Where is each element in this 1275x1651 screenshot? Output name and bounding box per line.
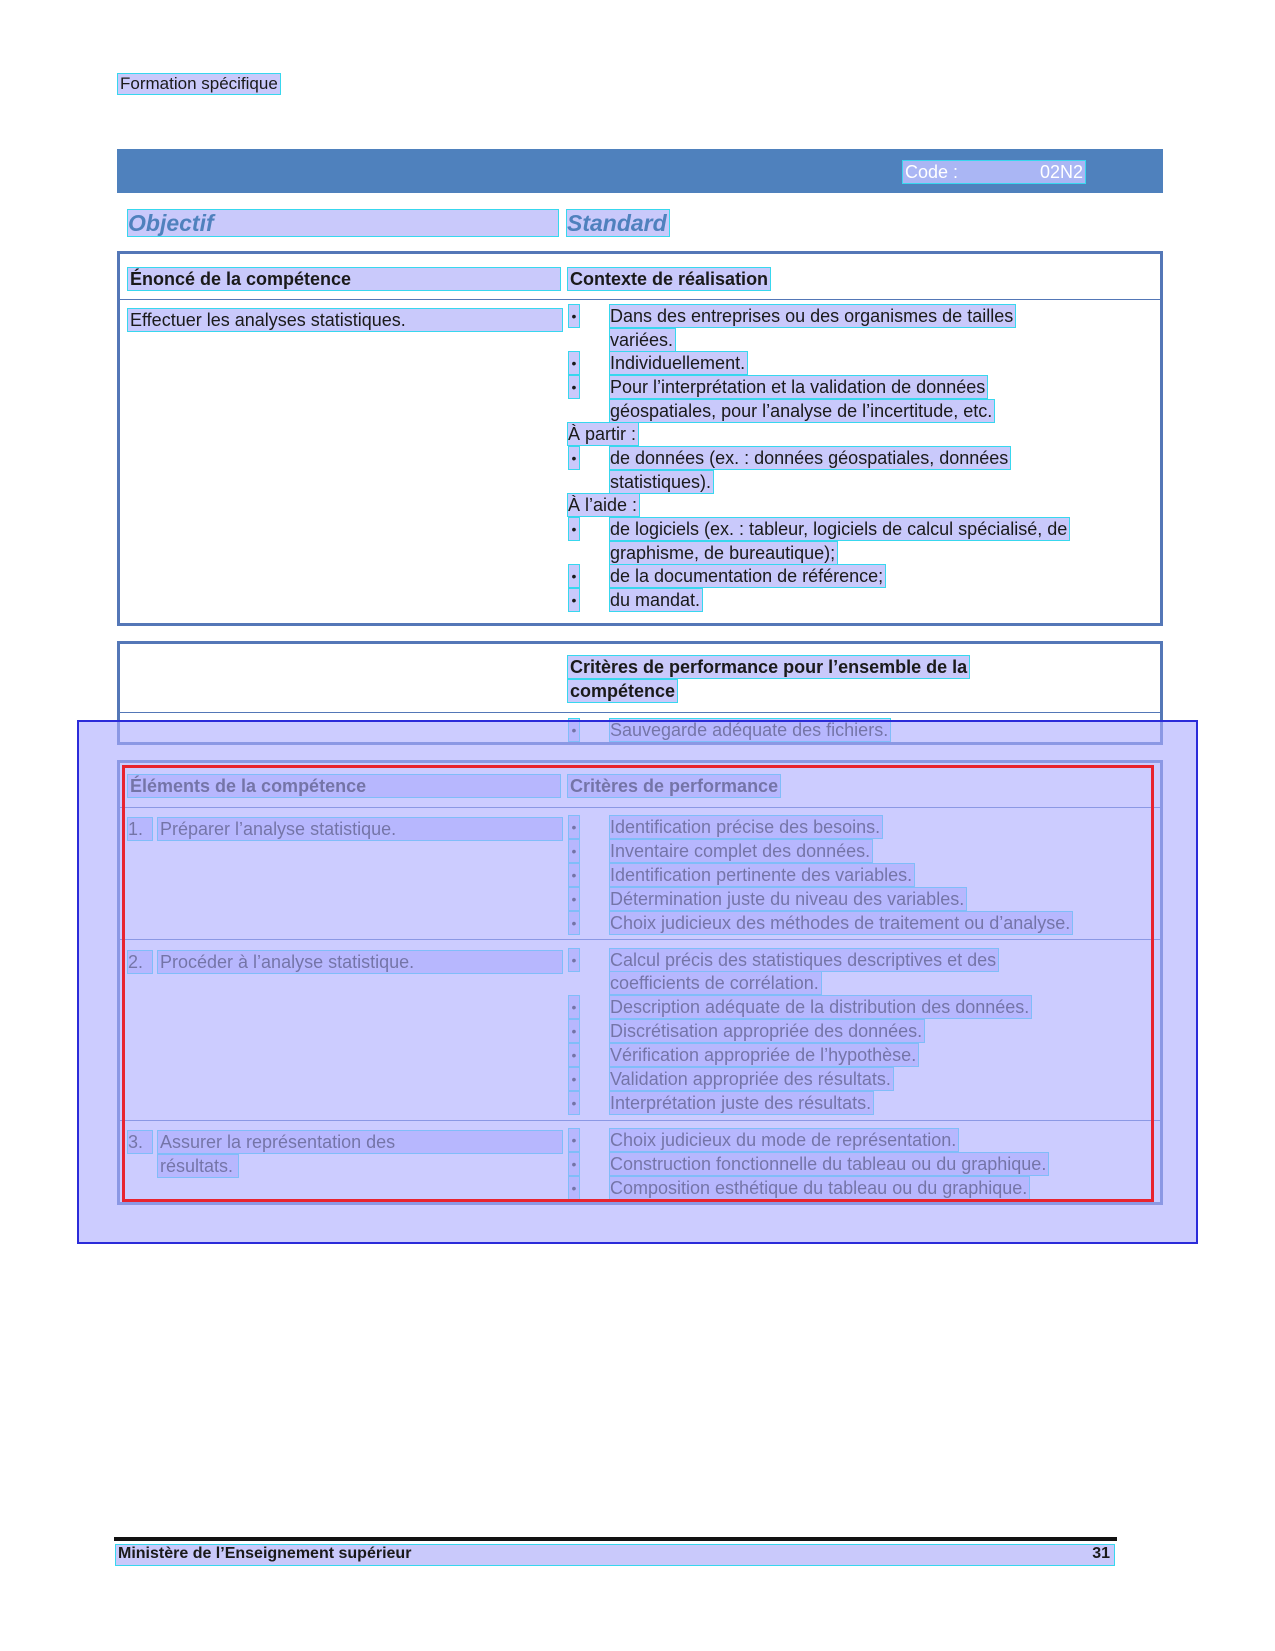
bullet-icon: • (569, 447, 579, 469)
context-item: variées. (610, 330, 674, 350)
page-number: 31 (1092, 1545, 1110, 1562)
context-item: du mandat. (610, 590, 701, 610)
context-item: graphisme, de bureautique); (610, 543, 836, 563)
context-item: Pour l’interprétation et la validation de données (610, 377, 986, 397)
standard-title: Standard (567, 210, 667, 236)
bullet-icon: • (569, 518, 579, 540)
competence-statement: Effectuer les analyses statistiques. (128, 309, 562, 331)
selection-frame (122, 765, 1154, 1202)
context-heading: Contexte de réalisation (570, 269, 769, 289)
overall-criteria-heading-line2: compétence (570, 681, 676, 701)
code-label: Code : (905, 162, 959, 182)
objective-title: Objectif (128, 210, 558, 236)
context-item: de données (ex. : données géospatiales, données (610, 448, 1009, 468)
context-item: de logiciels (ex. : tableur, logiciels de calcul spécialisé, de (610, 519, 1068, 539)
context-label: À partir : (568, 424, 637, 444)
statement-heading: Énoncé de la compétence (128, 268, 560, 290)
footer-ministry: Ministère de l’Enseignement supérieur (118, 1545, 412, 1562)
bullet-icon: • (569, 376, 579, 398)
code-banner (117, 149, 1163, 193)
context-item: de la documentation de référence; (610, 566, 884, 586)
footer-rule (114, 1537, 1117, 1541)
context-item: Dans des entreprises ou des organismes de tailles (610, 306, 1014, 326)
bullet-icon: • (569, 352, 579, 374)
footer (116, 1545, 1114, 1565)
overall-criteria-heading-line1: Critères de performance pour l’ensemble de la (570, 657, 968, 677)
context-label: À l’aide : (568, 495, 638, 515)
overall-criteria-heading (568, 656, 969, 702)
bullet-icon: • (569, 565, 579, 587)
context-item: Individuellement. (610, 353, 746, 373)
competence-statement-table (117, 251, 1163, 626)
context-item: géospatiales, pour l’analyse de l’incertitude, etc. (610, 401, 993, 421)
code-value: 02N2 (1039, 162, 1083, 182)
context-item: statistiques). (610, 472, 712, 492)
running-head: Formation spécifique (120, 74, 278, 93)
code-field (903, 161, 1085, 183)
bullet-icon: • (569, 305, 579, 327)
bullet-icon: • (569, 589, 579, 611)
